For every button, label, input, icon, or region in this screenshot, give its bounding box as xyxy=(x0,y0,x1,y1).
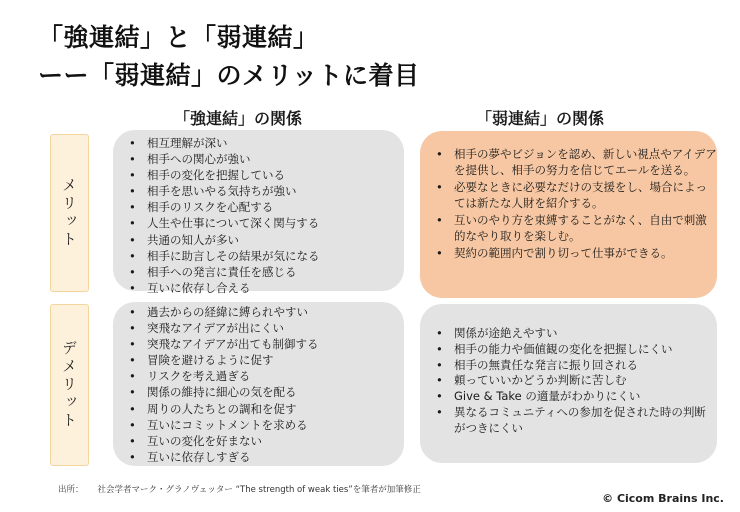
list-item: • 突飛なアイデアが出ても制御する xyxy=(125,336,404,352)
list-item: • 相手の無責任な発言に振り回される xyxy=(432,358,717,374)
list-item: • 人生や仕事について深く関与する xyxy=(125,215,404,231)
weak-merit-box xyxy=(420,131,717,298)
list-item: • 相手への関心が強い xyxy=(125,151,404,167)
list-item: • 相手を思いやる気持ちが強い xyxy=(125,183,404,199)
source-label: 出所： xyxy=(58,485,84,495)
weak-demerit-box xyxy=(420,304,717,463)
list-item: • 相互理解が深い xyxy=(125,135,404,151)
list-item: • Give & Take の適量がわかりにくい xyxy=(432,389,717,405)
list-item: • 過去からの経緯に縛られやすい xyxy=(125,304,404,320)
copyright: © Cicom Brains Inc. xyxy=(602,492,724,505)
list-item: • 相手の変化を把握している xyxy=(125,167,404,183)
list-item: • 互いに依存しすぎる xyxy=(125,449,404,465)
title-line-2: ーー「弱連結」のメリットに着目 xyxy=(38,61,420,90)
list-item: • 互いの変化を好まない xyxy=(125,433,404,449)
row-label-demerit-text: デメリット xyxy=(60,340,78,430)
title-line-1: 「強連結」と「弱連結」 xyxy=(38,23,319,52)
column-header-strong: 「強連結」の関係 xyxy=(174,109,303,128)
list-item: • 共通の知人が多い xyxy=(125,232,404,248)
list-item: • 相手への発言に責任を感じる xyxy=(125,264,404,280)
list-item: • 相手に助言しその結果が気になる xyxy=(125,248,404,264)
list-item: • 周りの人たちとの調和を促す xyxy=(125,401,404,417)
source-text: 社会学者マーク・グラノヴェッター “The strength of weak ties”を筆者が加筆修正 xyxy=(97,485,421,495)
list-item: • 相手の夢やビジョンを認め、新しい視点やアイデアを提供し、相手の努力を信じてエールを送る。 xyxy=(432,147,717,178)
list-item: • リスクを考え過ぎる xyxy=(125,368,404,384)
strong-merit-list xyxy=(125,135,404,296)
list-item: • 関係が途絶えやすい xyxy=(432,326,717,342)
strong-demerit-list xyxy=(125,304,404,465)
row-label-merit xyxy=(50,134,89,292)
list-item: • 相手のリスクを心配する xyxy=(125,199,404,215)
source-note xyxy=(58,483,421,495)
weak-demerit-list xyxy=(432,326,717,437)
row-label-demerit xyxy=(50,304,89,466)
list-item: • 冒険を避けるように促す xyxy=(125,352,404,368)
list-item: • 必要なときに必要なだけの支援をし、場合によっては新たな人財を紹介する。 xyxy=(432,180,717,211)
row-label-merit-text: メリット xyxy=(60,177,78,249)
list-item: • 相手の能力や価値観の変化を把握しにくい xyxy=(432,342,717,358)
list-item: • 頼っていいかどうか判断に苦しむ xyxy=(432,373,717,389)
list-item: • 突飛なアイデアが出にくい xyxy=(125,320,404,336)
list-item: • 互いに依存し合える xyxy=(125,280,404,296)
list-item: • 互いにコミットメントを求める xyxy=(125,417,404,433)
column-header-weak: 「弱連結」の関係 xyxy=(476,109,605,128)
list-item: • 異なるコミュニティへの参加を促された時の判断がつきにくい xyxy=(432,405,717,437)
list-item: • 関係の維持に細心の気を配る xyxy=(125,384,404,400)
list-item: • 契約の範囲内で割り切って仕事ができる。 xyxy=(432,246,717,262)
weak-merit-list xyxy=(432,147,717,262)
list-item: • 互いのやり方を束縛することがなく、自由で刺激的なやり取りを楽しむ。 xyxy=(432,213,717,244)
strong-demerit-box xyxy=(113,302,404,466)
strong-merit-box xyxy=(113,130,404,295)
